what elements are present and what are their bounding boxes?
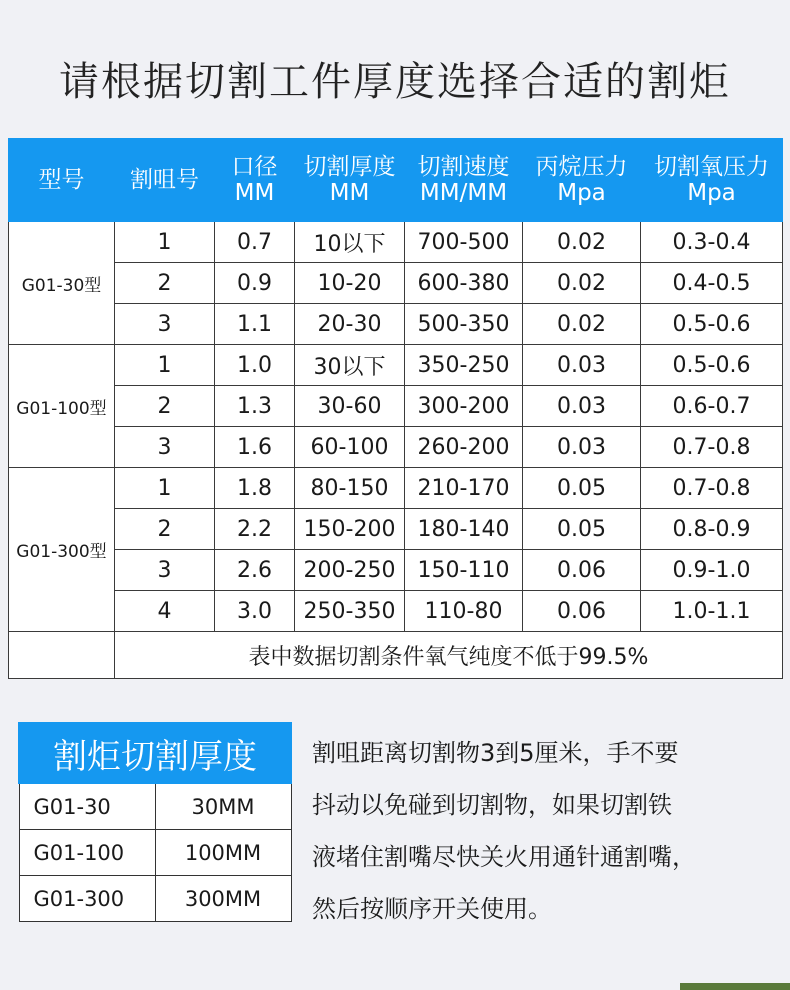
page-title: 请根据切割工件厚度选择合适的割炬 (59, 59, 731, 105)
table-cell: 3 (115, 550, 215, 591)
spec-table (8, 138, 783, 679)
table-cell: 0.03 (523, 427, 641, 468)
table-cell: 3.0 (215, 591, 295, 632)
table-cell: 0.02 (523, 263, 641, 304)
thickness-row (19, 876, 291, 922)
table-cell: 1.0 (215, 345, 295, 386)
table-cell: 180-140 (405, 509, 523, 550)
table-cell: 20-30 (295, 304, 405, 345)
note-spacer-cell (9, 632, 115, 679)
thickness-row (19, 830, 291, 876)
table-cell: 200-250 (295, 550, 405, 591)
table-cell: 0.06 (523, 591, 641, 632)
table-row (9, 304, 783, 345)
model-cell: G01-30型 (9, 222, 115, 345)
table-cell: 2.2 (215, 509, 295, 550)
table-row (9, 509, 783, 550)
thickness-value: 100MM (155, 830, 291, 876)
table-cell: 0.05 (523, 509, 641, 550)
table-cell: 0.02 (523, 222, 641, 263)
table-cell: 250-350 (295, 591, 405, 632)
table-row (9, 550, 783, 591)
header-model: 型号 (9, 139, 115, 222)
thickness-row (19, 783, 291, 830)
thickness-table-caption: 割炬切割厚度 (19, 723, 291, 783)
table-cell: 2 (115, 263, 215, 304)
table-cell: 60-100 (295, 427, 405, 468)
thickness-model: G01-100 (19, 830, 155, 876)
table-cell: 30以下 (295, 345, 405, 386)
instruction-line: 抖动以免碰到切割物，如果切割铁 (312, 791, 672, 819)
header-cut-speed: 切割速度 MM/MM (405, 139, 523, 222)
table-cell: 1 (115, 468, 215, 509)
table-cell: 30-60 (295, 386, 405, 427)
table-cell: 0.6-0.7 (641, 386, 783, 427)
instruction-line: 液堵住割嘴尽快关火用通针通割嘴， (312, 843, 696, 871)
table-cell: 0.7-0.8 (641, 427, 783, 468)
table-cell: 10-20 (295, 263, 405, 304)
table-cell: 2 (115, 509, 215, 550)
table-cell: 150-200 (295, 509, 405, 550)
table-cell: 500-350 (405, 304, 523, 345)
table-cell: 150-110 (405, 550, 523, 591)
table-row (9, 591, 783, 632)
table-cell: 0.9-1.0 (641, 550, 783, 591)
table-cell: 0.06 (523, 550, 641, 591)
table-cell: 3 (115, 427, 215, 468)
table-cell: 0.7 (215, 222, 295, 263)
table-cell: 0.7-0.8 (641, 468, 783, 509)
header-bore: 口径 MM (215, 139, 295, 222)
table-row (9, 345, 783, 386)
table-cell: 3 (115, 304, 215, 345)
table-cell: 0.03 (523, 386, 641, 427)
header-propane-pressure: 丙烷压力 Mpa (523, 139, 641, 222)
spec-table-header (9, 139, 783, 222)
table-row (9, 427, 783, 468)
thickness-model: G01-300 (19, 876, 155, 922)
instruction-line: 割咀距离切割物3到5厘米，手不要 (312, 739, 679, 767)
table-cell: 1 (115, 222, 215, 263)
table-row (9, 386, 783, 427)
table-row (9, 468, 783, 509)
table-cell: 0.4-0.5 (641, 263, 783, 304)
instruction-line: 然后按顺序开关使用。 (312, 895, 552, 923)
model-cell: G01-100型 (9, 345, 115, 468)
table-cell: 2 (115, 386, 215, 427)
table-cell: 1.6 (215, 427, 295, 468)
note-row (9, 632, 783, 679)
table-cell: 0.5-0.6 (641, 304, 783, 345)
header-oxygen-pressure: 切割氧压力 Mpa (641, 139, 783, 222)
table-cell: 2.6 (215, 550, 295, 591)
table-cell: 1 (115, 345, 215, 386)
table-cell: 210-170 (405, 468, 523, 509)
table-note: 表中数据切割条件氧气纯度不低于99.5% (115, 632, 783, 679)
table-cell: 1.0-1.1 (641, 591, 783, 632)
table-cell: 1.8 (215, 468, 295, 509)
table-cell: 0.03 (523, 345, 641, 386)
table-cell: 260-200 (405, 427, 523, 468)
table-cell: 0.8-0.9 (641, 509, 783, 550)
table-cell: 110-80 (405, 591, 523, 632)
header-tip-number: 割咀号 (115, 139, 215, 222)
header-cut-thickness: 切割厚度 MM (295, 139, 405, 222)
table-cell: 0.02 (523, 304, 641, 345)
table-cell: 0.3-0.4 (641, 222, 783, 263)
table-cell: 10以下 (295, 222, 405, 263)
table-cell: 300-200 (405, 386, 523, 427)
table-cell: 0.9 (215, 263, 295, 304)
table-cell: 0.05 (523, 468, 641, 509)
table-cell: 600-380 (405, 263, 523, 304)
usage-instructions (312, 727, 782, 935)
model-cell: G01-300型 (9, 468, 115, 632)
table-cell: 1.3 (215, 386, 295, 427)
decorative-stripe (680, 983, 790, 990)
table-cell: 1.1 (215, 304, 295, 345)
thickness-value: 30MM (155, 783, 291, 830)
table-cell: 4 (115, 591, 215, 632)
table-row (9, 222, 783, 263)
table-cell: 0.5-0.6 (641, 345, 783, 386)
table-cell: 700-500 (405, 222, 523, 263)
table-cell: 350-250 (405, 345, 523, 386)
thickness-value: 300MM (155, 876, 291, 922)
table-row (9, 263, 783, 304)
thickness-model: G01-30 (19, 783, 155, 830)
table-cell: 80-150 (295, 468, 405, 509)
thickness-table (18, 722, 292, 922)
